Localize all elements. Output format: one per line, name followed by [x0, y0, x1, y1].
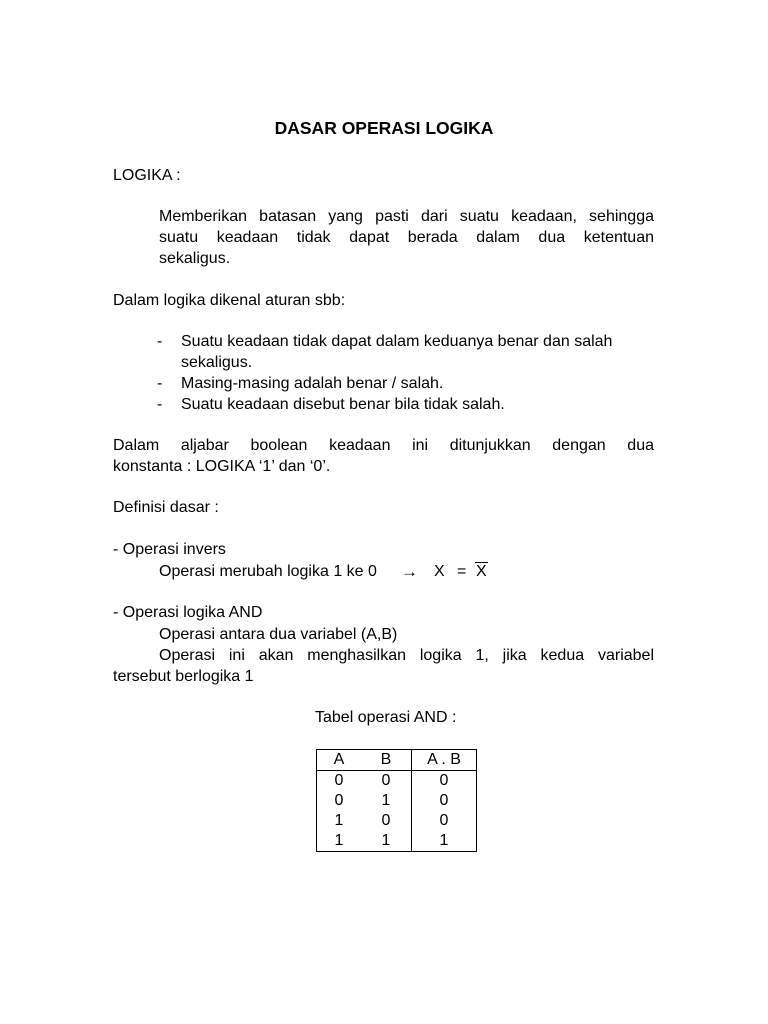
rule-3-bullet: - [157, 396, 163, 413]
invers-formula-rhs-overbar [476, 562, 487, 582]
definisi-heading: Definisi dasar : [113, 499, 219, 516]
and-line-2: Operasi ini akan menghasilkan logika 1, jika kedua variabel [159, 647, 654, 664]
and-line-1: Operasi antara dua variabel (A,B) [159, 626, 398, 643]
rule-3: Suatu keadaan disebut benar bila tidak salah. [181, 396, 505, 413]
boolean-line-1: Dalam aljabar boolean keadaan ini ditunjukkan dengan dua [113, 437, 654, 454]
cell-b: 1 [361, 831, 412, 852]
header-a-and-b: A . B [412, 750, 477, 771]
rules-intro: Dalam logika dikenal aturan sbb: [113, 292, 346, 309]
invers-heading: - Operasi invers [113, 541, 226, 558]
logika-heading: LOGIKA : [113, 167, 181, 184]
header-a: A [317, 750, 362, 771]
cell-result: 0 [412, 791, 477, 811]
cell-a: 1 [317, 811, 362, 831]
and-truth-table [316, 749, 477, 852]
and-line-3: tersebut berlogika 1 [113, 668, 254, 685]
logika-definition-line-3: sekaligus. [159, 250, 231, 267]
and-table-caption: Tabel operasi AND : [315, 709, 457, 726]
rule-1-bullet: - [157, 333, 163, 350]
invers-formula-lhs: X [434, 563, 445, 580]
cell-result: 0 [412, 771, 477, 792]
logika-definition-line-2: suatu keadaan tidak dapat berada dalam dua ketentuan [159, 229, 654, 246]
invers-formula-equals: = [457, 563, 467, 580]
table-row [317, 831, 477, 852]
cell-a: 0 [317, 771, 362, 792]
cell-b: 0 [381, 812, 391, 829]
and-heading: - Operasi logika AND [113, 604, 263, 621]
right-arrow-icon: → [401, 562, 418, 581]
rule-2: Masing-masing adalah benar / salah. [181, 375, 444, 392]
cell-b: 1 [381, 792, 391, 809]
header-b: B [361, 750, 412, 771]
cell-result: 0 [412, 811, 477, 831]
rule-2-bullet: - [157, 375, 163, 392]
page-title: DASAR OPERASI LOGIKA [274, 118, 494, 138]
cell-b: 0 [381, 772, 391, 789]
cell-a: 0 [317, 791, 362, 811]
boolean-line-2: konstanta : LOGIKA ‘1’ dan ‘0’. [113, 458, 331, 475]
and-table-header-row [317, 750, 477, 771]
table-row [317, 811, 477, 831]
logika-definition-line-1: Memberikan batasan yang pasti dari suatu keadaan, sehingga [159, 208, 654, 225]
invers-text: Operasi merubah logika 1 ke 0 [159, 563, 377, 580]
rule-1-line-2: sekaligus. [181, 354, 253, 371]
cell-a: 1 [317, 831, 362, 852]
table-row [317, 791, 477, 811]
table-row [317, 771, 477, 792]
x-bar-symbol: X [476, 563, 487, 580]
cell-result: 1 [412, 831, 477, 852]
rule-1-line-1: Suatu keadaan tidak dapat dalam keduanya benar dan salah [181, 333, 613, 350]
